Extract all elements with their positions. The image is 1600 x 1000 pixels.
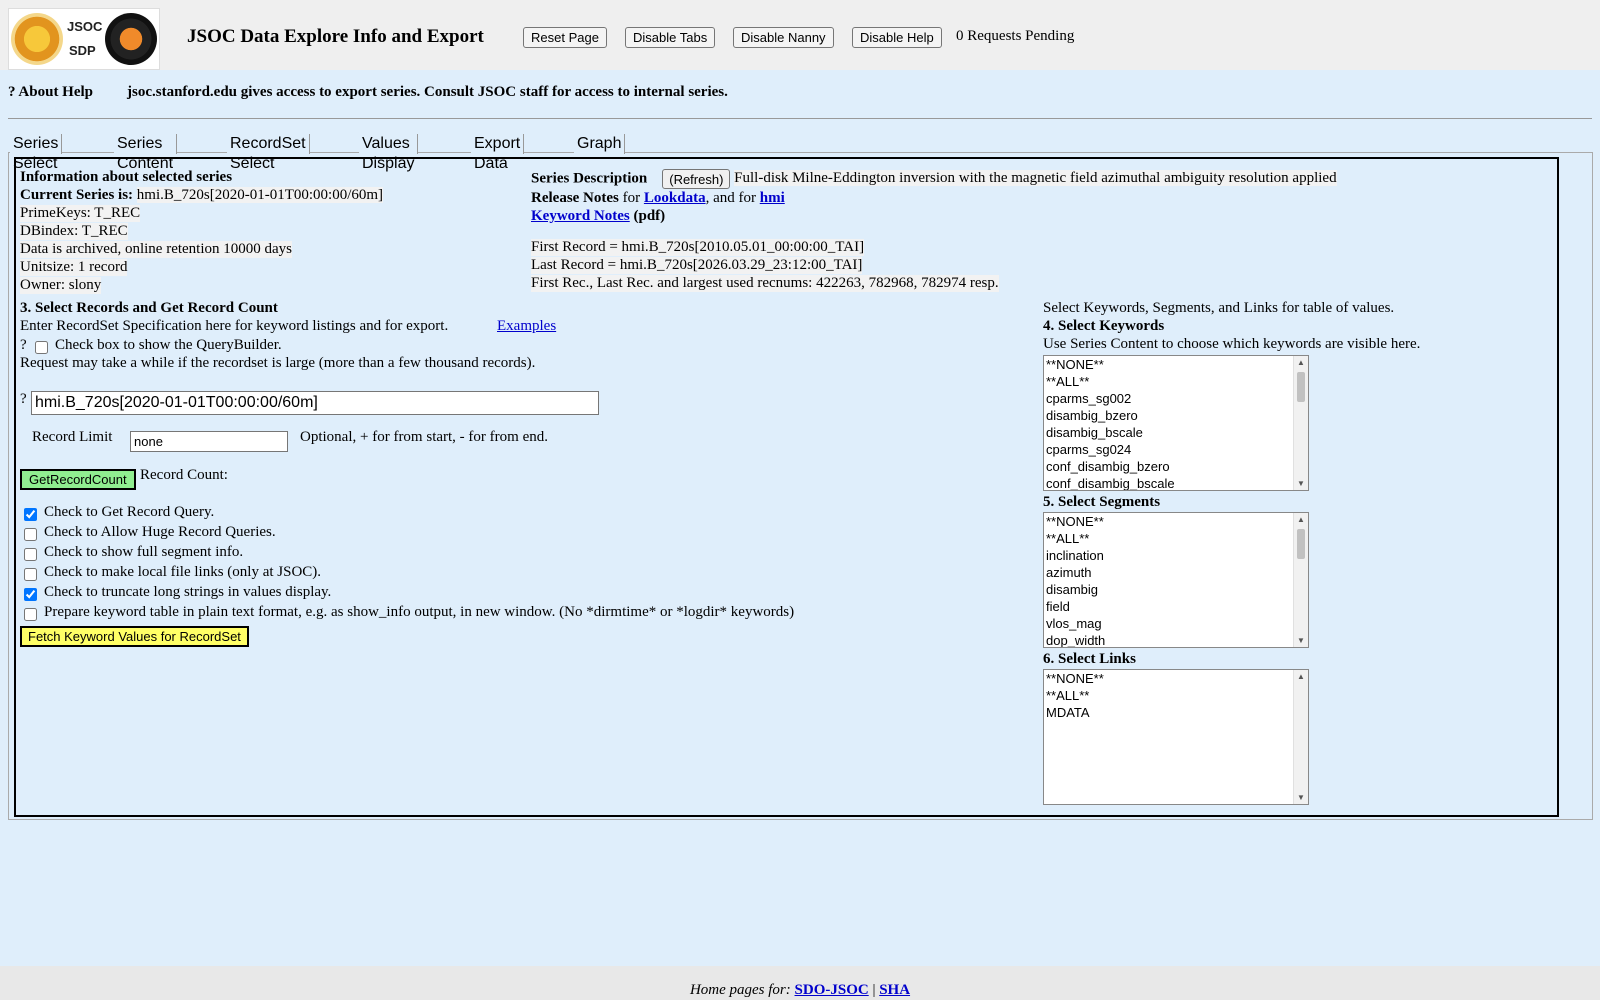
segment-option[interactable]: disambig — [1046, 582, 1099, 597]
allow-huge-queries-checkbox[interactable] — [24, 528, 37, 541]
recnums: First Rec., Last Rec. and largest used recnums: 422263, 782968, 782974 resp. — [531, 275, 999, 291]
logo-text-jsoc: JSOC — [67, 19, 103, 34]
series-info-heading: Information about selected series — [20, 169, 233, 185]
keyword-notes-link[interactable]: Keyword Notes — [531, 208, 630, 224]
keyword-option[interactable]: **NONE** — [1046, 357, 1104, 372]
series-description-text: Full-disk Milne-Eddington inversion with the magnetic field azimuthal ambiguity resolution applied — [734, 170, 1337, 187]
requests-pending: 0 Requests Pending — [956, 28, 1075, 44]
examples-link[interactable]: Examples — [497, 318, 557, 334]
segments-listbox[interactable] — [1043, 512, 1309, 648]
disable-tabs-button[interactable]: Disable Tabs — [625, 27, 715, 48]
links-scrollbar[interactable] — [1293, 670, 1308, 804]
spec-help[interactable]: ? — [20, 391, 27, 407]
refresh-button[interactable]: (Refresh) — [662, 169, 730, 189]
keyword-notes — [531, 208, 665, 225]
footer-separator: | — [872, 982, 876, 998]
get-record-query-checkbox[interactable] — [24, 508, 37, 521]
keyword-option[interactable]: cparms_sg002 — [1046, 391, 1132, 406]
keywords-scrollbar[interactable] — [1293, 356, 1308, 490]
keyword-option[interactable]: **ALL** — [1046, 374, 1090, 389]
dbindex: DBindex: T_REC — [20, 223, 128, 239]
current-series — [20, 187, 383, 204]
scroll-down-icon[interactable]: ▼ — [1297, 479, 1305, 488]
links-heading: 6. Select Links — [1043, 651, 1136, 667]
records-heading: 3. Select Records and Get Record Count — [20, 300, 278, 316]
scroll-up-icon[interactable]: ▲ — [1297, 672, 1305, 681]
tab-export-data[interactable]: Export Data — [471, 134, 524, 154]
scroll-up-icon[interactable]: ▲ — [1297, 358, 1305, 367]
current-series-label: Current Series is: — [20, 187, 134, 203]
tab-graph[interactable]: Graph — [574, 134, 625, 154]
disable-help-button[interactable]: Disable Help — [852, 27, 942, 48]
primekeys: PrimeKeys: T_REC — [20, 205, 141, 221]
release-for: for — [622, 190, 641, 206]
record-limit-label: Record Limit — [32, 429, 113, 445]
examples-link-wrap — [497, 318, 556, 335]
large-recordset-warning: Request may take a while if the recordset is large (more than a few thousand records). — [20, 355, 536, 371]
hmi-logo-icon — [11, 13, 63, 65]
querybuilder-label: Check box to show the QueryBuilder. — [55, 337, 282, 353]
logo-text-sdp: SDP — [69, 43, 96, 58]
keyword-option[interactable]: cparms_sg024 — [1046, 442, 1132, 457]
current-series-value: hmi.B_720s[2020-01-01T00:00:00/60m] — [136, 187, 384, 203]
first-record: First Record = hmi.B_720s[2010.05.01_00:00:00_TAI] — [531, 239, 865, 255]
truncate-strings-checkbox[interactable] — [24, 588, 37, 601]
series-description — [531, 169, 1337, 189]
plain-text-table-checkbox[interactable] — [24, 608, 37, 621]
scroll-down-icon[interactable]: ▼ — [1297, 636, 1305, 645]
last-record: Last Record = hmi.B_720s[2026.03.29_23:12:00_TAI] — [531, 257, 863, 273]
tab-series-content[interactable]: Series Content — [114, 134, 177, 154]
segment-option[interactable]: azimuth — [1046, 565, 1092, 580]
footer — [0, 982, 1600, 999]
querybuilder-checkbox[interactable] — [35, 341, 48, 354]
keyword-option[interactable]: disambig_bzero — [1046, 408, 1138, 423]
record-count-label: Record Count: — [140, 467, 228, 483]
enter-spec-text: Enter RecordSet Specification here for keyword listings and for export. — [20, 318, 449, 334]
sdo-jsoc-link[interactable]: SDO-JSOC — [794, 982, 869, 998]
segment-option[interactable]: **ALL** — [1046, 531, 1090, 546]
keywords-heading: 4. Select Keywords — [1043, 318, 1165, 334]
footer-prefix: Home pages for: — [689, 982, 791, 998]
page-title: JSOC Data Explore Info and Export — [187, 26, 484, 47]
segment-option[interactable]: vlos_mag — [1046, 616, 1102, 631]
segment-option[interactable]: **NONE** — [1046, 514, 1104, 529]
keyword-option[interactable]: conf_disambig_bscale — [1046, 476, 1175, 491]
hmi-link[interactable]: hmi — [759, 190, 785, 206]
full-segment-info-checkbox[interactable] — [24, 548, 37, 561]
segment-option[interactable]: dop_width — [1046, 633, 1106, 648]
recordset-spec-input[interactable] — [31, 391, 599, 415]
get-record-count-button[interactable]: GetRecordCount — [20, 469, 136, 490]
truncate-strings-label: Check to truncate long strings in values display. — [44, 584, 332, 600]
record-limit-input[interactable] — [130, 431, 288, 452]
link-option[interactable]: **ALL** — [1046, 688, 1090, 703]
reset-page-button[interactable]: Reset Page — [523, 27, 607, 48]
local-file-links-checkbox[interactable] — [24, 568, 37, 581]
links-listbox[interactable] — [1043, 669, 1309, 805]
header-bar — [0, 0, 1600, 70]
selectors-intro: Select Keywords, Segments, and Links for table of values. — [1043, 300, 1395, 316]
scroll-down-icon[interactable]: ▼ — [1297, 793, 1305, 802]
lookdata-link[interactable]: Lookdata — [643, 190, 706, 206]
segment-option[interactable]: field — [1046, 599, 1070, 614]
segments-heading: 5. Select Segments — [1043, 494, 1161, 510]
release-and-for: , and for — [705, 190, 756, 206]
tab-values-display[interactable]: Values Display — [359, 134, 418, 154]
release-notes — [531, 190, 785, 207]
link-option[interactable]: **NONE** — [1046, 671, 1104, 686]
full-segment-info-label: Check to show full segment info. — [44, 544, 244, 560]
tab-recordset-select[interactable]: RecordSet Select — [227, 134, 310, 154]
archive-status: Data is archived, online retention 10000 days — [20, 241, 293, 257]
disable-nanny-button[interactable]: Disable Nanny — [733, 27, 834, 48]
about-help-link[interactable]: ? About Help — [8, 84, 94, 100]
allow-huge-queries-label: Check to Allow Huge Record Queries. — [44, 524, 276, 540]
scroll-up-icon[interactable]: ▲ — [1297, 515, 1305, 524]
plain-text-table-label: Prepare keyword table in plain text format, e.g. as show_info output, in new window. (No *dirmtime* or *logdir* keywords) — [44, 604, 795, 620]
link-option[interactable]: MDATA — [1046, 705, 1090, 720]
aia-logo-icon — [105, 13, 157, 65]
get-record-query-label: Check to Get Record Query. — [44, 504, 215, 520]
owner: Owner: slony — [20, 277, 102, 293]
querybuilder-help[interactable]: ? — [20, 337, 27, 353]
release-notes-label: Release Notes — [531, 190, 619, 206]
keyword-option[interactable]: disambig_bscale — [1046, 425, 1143, 440]
divider — [8, 118, 1592, 119]
series-description-label: Series Description — [531, 170, 648, 187]
fetch-keyword-values-button[interactable]: Fetch Keyword Values for RecordSet — [20, 626, 249, 647]
keyword-option[interactable]: conf_disambig_bzero — [1046, 459, 1170, 474]
scroll-thumb[interactable] — [1297, 372, 1305, 402]
local-file-links-label: Check to make local file links (only at JSOC). — [44, 564, 322, 580]
pdf-label: (pdf) — [633, 208, 666, 224]
segment-option[interactable]: inclination — [1046, 548, 1104, 563]
tab-series-select[interactable]: Series Select — [10, 134, 62, 154]
keywords-listbox[interactable] — [1043, 355, 1309, 491]
scroll-thumb[interactable] — [1297, 529, 1305, 559]
segments-scrollbar[interactable] — [1293, 513, 1308, 647]
unitsize: Unitsize: 1 record — [20, 259, 128, 275]
access-note: jsoc.stanford.edu gives access to export series. Consult JSOC staff for access to internal series. — [127, 84, 728, 100]
keywords-hint: Use Series Content to choose which keywords are visible here. — [1043, 336, 1421, 352]
jsoc-logo — [8, 8, 160, 70]
sha-link[interactable]: SHA — [879, 982, 911, 998]
record-limit-hint: Optional, + for from start, - for from end. — [300, 429, 548, 445]
